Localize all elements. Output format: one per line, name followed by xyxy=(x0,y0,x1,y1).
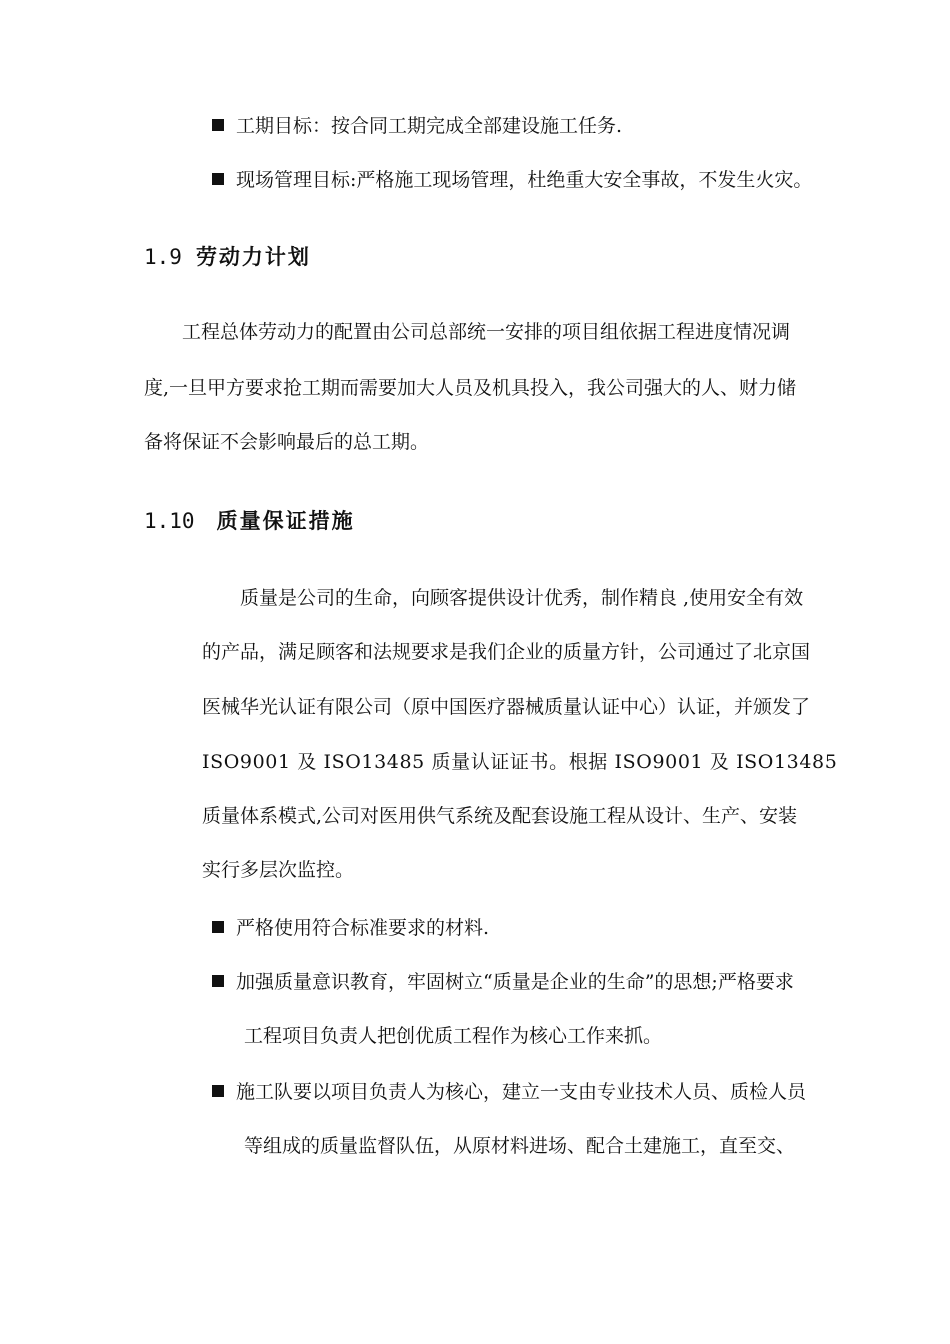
paragraph-line: 的产品，满足顾客和法规要求是我们企业的质量方针，公司通过了北京国 xyxy=(202,641,811,663)
bullet-square-icon xyxy=(212,921,224,933)
goal-text: 工期目标：按合同工期完成全部建设施工任务. xyxy=(236,115,623,137)
bullet-square-icon xyxy=(212,1085,224,1097)
paragraph-line: 质量体系模式,公司对医用供气系统及配套设施工程从设计、生产、安装 xyxy=(202,805,798,827)
paragraph-line: 工程总体劳动力的配置由公司总部统一安排的项目组依据工程进度情况调 xyxy=(182,321,791,343)
goal-text: 现场管理目标:严格施工现场管理，杜绝重大安全事故，不发生火灾。 xyxy=(236,169,813,191)
bullet-continuation: 等组成的质量监督队伍，从原材料进场、配合土建施工，直至交、 xyxy=(244,1135,796,1157)
paragraph-line: ISO9001 及 ISO13485 质量认证证书。根据 ISO9001 及 ISO13485 xyxy=(202,751,838,773)
section-heading-1-10 xyxy=(144,508,355,534)
bullet-continuation: 工程项目负责人把创优质工程作为核心工作来抓。 xyxy=(244,1025,663,1047)
paragraph-line: 质量是公司的生命，向顾客提供设计优秀，制作精良 ,使用安全有效 xyxy=(240,587,804,609)
section-heading-1-9 xyxy=(144,244,311,270)
quality-bullet-item xyxy=(212,1080,806,1104)
goal-item xyxy=(212,168,812,192)
goal-item xyxy=(212,114,622,138)
section-number: 1.10 xyxy=(144,509,195,533)
paragraph-line: 医械华光认证有限公司（原中国医疗器械质量认证中心）认证，并颁发了 xyxy=(202,696,811,718)
section-number: 1.9 xyxy=(144,245,182,269)
paragraph-line: 度,一旦甲方要求抢工期而需要加大人员及机具投入，我公司强大的人、财力储 xyxy=(144,377,797,399)
bullet-square-icon xyxy=(212,975,224,987)
section-title: 劳动力计划 xyxy=(195,244,311,269)
bullet-square-icon xyxy=(212,173,224,185)
bullet-text: 施工队要以项目负责人为核心，建立一支由专业技术人员、质检人员 xyxy=(236,1081,807,1103)
section-title: 质量保证措施 xyxy=(216,508,355,533)
paragraph-line: 实行多层次监控。 xyxy=(202,859,355,881)
bullet-text: 加强质量意识教育，牢固树立“质量是企业的生命”的思想;严格要求 xyxy=(236,971,794,993)
bullet-square-icon xyxy=(212,119,224,131)
paragraph-line: 备将保证不会影响最后的总工期。 xyxy=(144,431,430,453)
bullet-text: 严格使用符合标准要求的材料. xyxy=(236,917,490,939)
quality-bullet-item xyxy=(212,916,489,940)
quality-bullet-item xyxy=(212,970,794,994)
